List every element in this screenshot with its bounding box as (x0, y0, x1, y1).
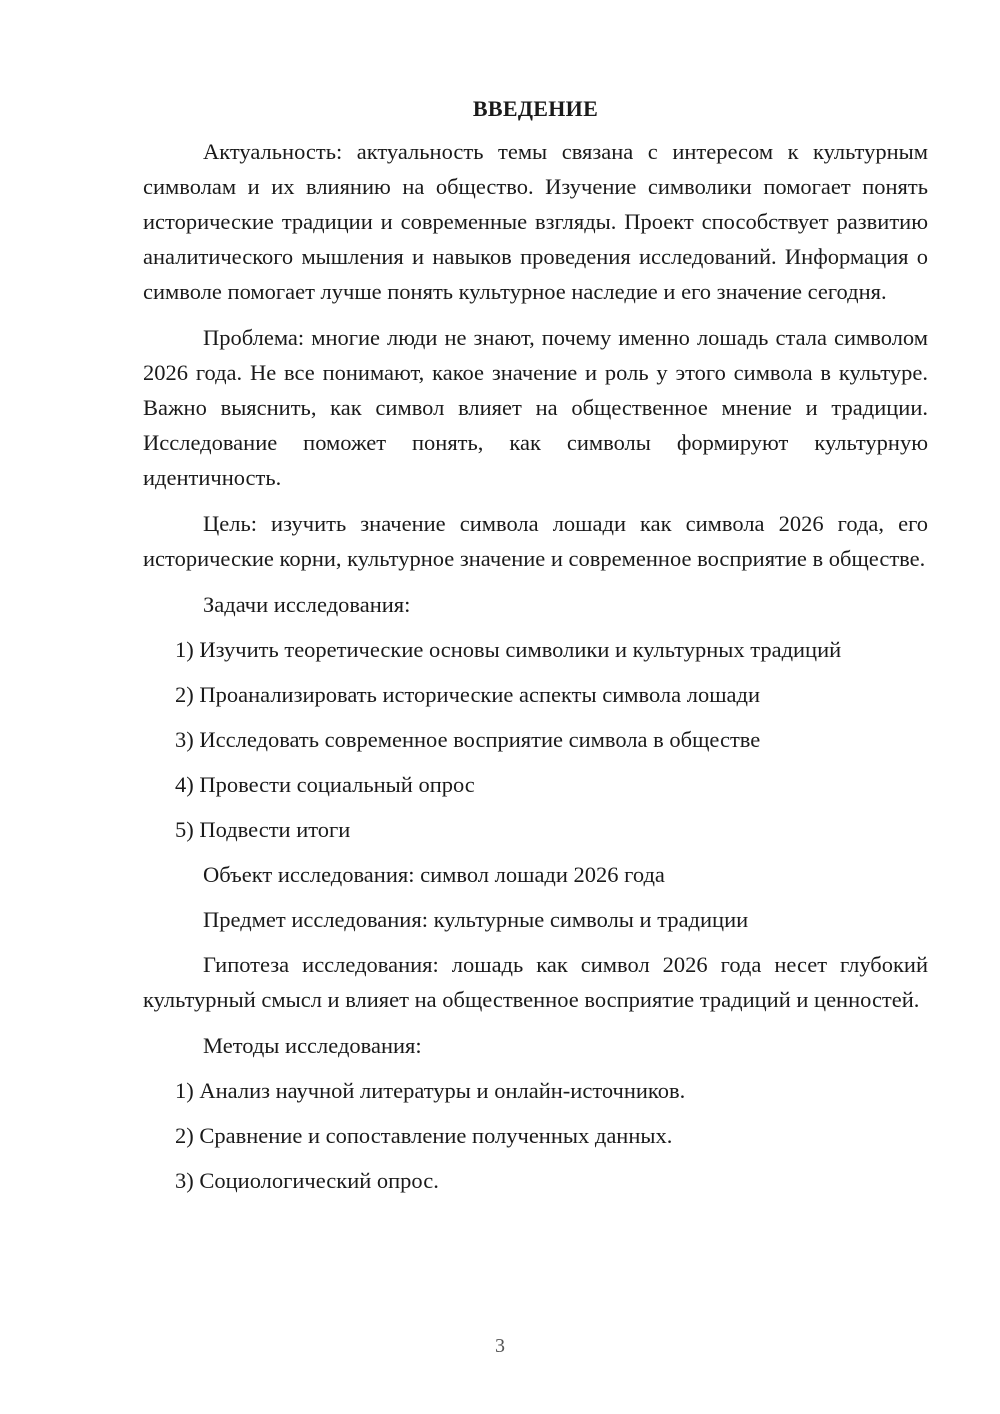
task-item: 2) Проанализировать исторические аспекты символа лошади (175, 682, 761, 707)
section-title: ВВЕДЕНИЕ (472, 96, 599, 121)
methods-list (143, 1073, 928, 1198)
goal-paragraph: Цель: изучить значение символа лошади как символа 2026 года, его исторические корни, культурное значение и современное восприятие в обществе. (143, 511, 928, 571)
relevance-paragraph: Актуальность: актуальность темы связана с интересом к культурным символам и их влиянию на общество. Изучение символики помогает понять исторические традиции и современные взгляды. Проект способствует развитию аналитического мышления и навыков проведения исследований. Информация о символе помогает лучше понять культурное наследие и его значение сегодня. (143, 139, 928, 304)
page-number: 3 (495, 1335, 505, 1357)
hypothesis-paragraph: Гипотеза исследования: лошадь как символ 2026 года несет глубокий культурный смысл и влияет на общественное восприятие традиций и ценностей. (143, 952, 928, 1012)
method-item: 1) Анализ научной литературы и онлайн-источников. (175, 1078, 686, 1103)
method-item: 2) Сравнение и сопоставление полученных данных. (175, 1123, 673, 1148)
method-item: 3) Социологический опрос. (175, 1168, 439, 1193)
task-item: 4) Провести социальный опрос (175, 772, 475, 797)
task-item: 1) Изучить теоретические основы символики и культурных традиций (175, 637, 842, 662)
task-item: 3) Исследовать современное восприятие символа в обществе (175, 727, 761, 752)
task-item: 5) Подвести итоги (175, 817, 351, 842)
research-subject: Предмет исследования: культурные символы и традиции (203, 907, 749, 932)
tasks-list (143, 632, 928, 847)
document-page (143, 96, 928, 1208)
research-object: Объект исследования: символ лошади 2026 года (203, 862, 665, 887)
tasks-heading: Задачи исследования: (203, 592, 411, 617)
problem-paragraph: Проблема: многие люди не знают, почему именно лошадь стала символом 2026 года. Не все понимают, какое значение и роль у этого символа в культуре. Важно выяснить, как символ влияет на общественное мнение и традиции. Исследование поможет понять, как символы формируют культурную идентичность. (143, 325, 928, 490)
methods-heading: Методы исследования: (203, 1033, 422, 1058)
